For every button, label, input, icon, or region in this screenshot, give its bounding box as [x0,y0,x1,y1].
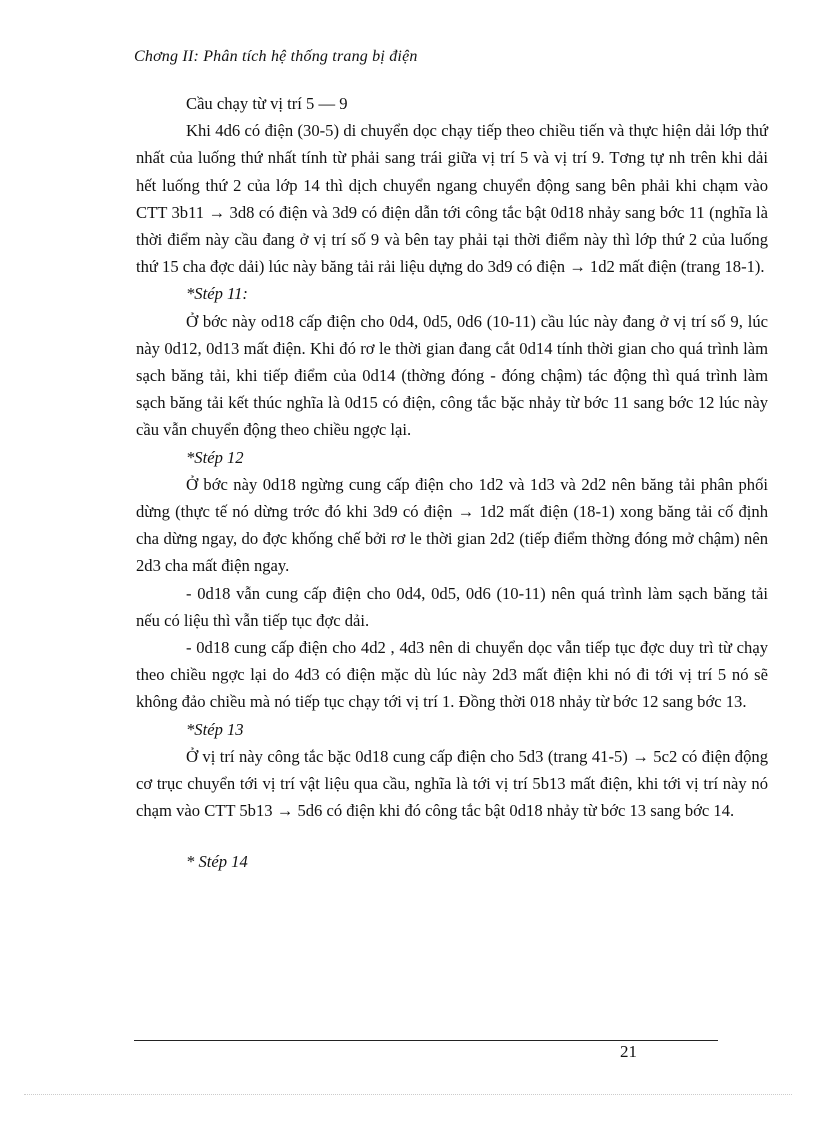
paragraph: Cầu chạy từ vị trí 5 — 9 [186,94,348,113]
paragraph: Ở vị trí này công tắc bặc 0d18 cung cấp điện cho 5d3 (trang 41-5) → 5c2 có điện động cơ trục chuyển tới vị trí vật liệu qua cầu, nghĩa là tới vị trí 5b13 mất điện, khi tới vị trí này nó chạm vào CTT 5b13 → 5d6 có điện khi đó công tắc bật 0d18 nhảy từ bớc 13 sang bớc 14. [136,746,768,821]
document-body [136,90,768,876]
page-bottom-dotted-line [24,1094,792,1095]
spacer [136,824,768,848]
paragraph: - 0d18 cung cấp điện cho 4d2 , 4d3 nên di chuyển dọc vẫn tiếp tục đợc duy trì từ chạy theo chiều ngợc lại do 4d3 có điện mặc dù lúc này 2d3 mất điện khi nó đi tới vị trí 5 nó sẽ không đảo chiều mà nó tiếp tục chạy tới vị trí 1. Đồng thời 018 nhảy từ bớc 12 sang bớc 13. [136,638,768,712]
step-heading: *Stép 13 [186,719,244,739]
paragraph: Ở bớc này od18 cấp điện cho 0d4, 0d5, 0d6 (10-11) cầu lúc này đang ở vị trí số 9, lúc này 0d12, 0d13 mất điện. Khi đó rơ le thời gian đang cắt 0d14 tính thời gian cho quá trình làm sạch băng tải, khi tiếp điểm của 0d14 (thờng đóng - đóng chậm) tác động thì quá trình làm sạch băng tải kết thúc nghĩa là 0d15 có điện, công tắc bặc nhảy từ bớc 11 sang bớc 12 lúc này cầu vẫn chuyển động theo chiều ngợc lại. [136,311,768,440]
paragraph: Ở bớc này 0d18 ngừng cung cấp điện cho 1d2 và 1d3 và 2d2 nên băng tải phân phối dừng (thực tế nó dừng trớc đó khi 3d9 có điện → 1d2 mất điện (18-1) xong băng tải cố định cha dừng ngay, do đợc khống chế bởi rơ le thời gian 2d2 (tiếp điểm thờng đóng mở chậm) nên 2d3 cha mất điện ngay. [136,474,768,576]
step-heading: *Stép 12 [186,447,244,467]
step-heading: *Stép 11: [186,284,248,304]
page-number: 21 [620,1042,637,1061]
step-heading: * Stép 14 [186,852,248,872]
paragraph: Khi 4d6 có điện (30-5) di chuyển dọc chạy tiếp theo chiều tiến và thực hiện dải lớp thứ nhất của luống thứ nhất tính từ phải sang trái giữa vị trí 5 và vị trí 9. Tơng tự nh trên khi dải hết luống thứ 2 của lớp 14 thì dịch chuyển ngang chuyển động sang bên phải khi chạm vào CTT 3b11 → 3d8 có điện và 3d9 có điện dẫn tới công tắc bật 0d18 nhảy sang bớc 11 (nghĩa là thời điểm này cầu đang ở vị trí số 9 và bên tay phải tại thời điểm này thì lớp thứ 2 của luống thứ 15 cha đợc dải) lúc này băng tải rải liệu dựng do 3d9 có điện → 1d2 mất điện (trang 18-1). [136,121,768,277]
paragraph: - 0d18 vẫn cung cấp điện cho 0d4, 0d5, 0d6 (10-11) nên quá trình làm sạch băng tải nếu có liệu thì vẫn tiếp tục đợc dải. [136,583,768,630]
footer-rule [134,1040,718,1041]
page-header: Chơng II: Phân tích hệ thống trang bị điện [134,48,418,65]
